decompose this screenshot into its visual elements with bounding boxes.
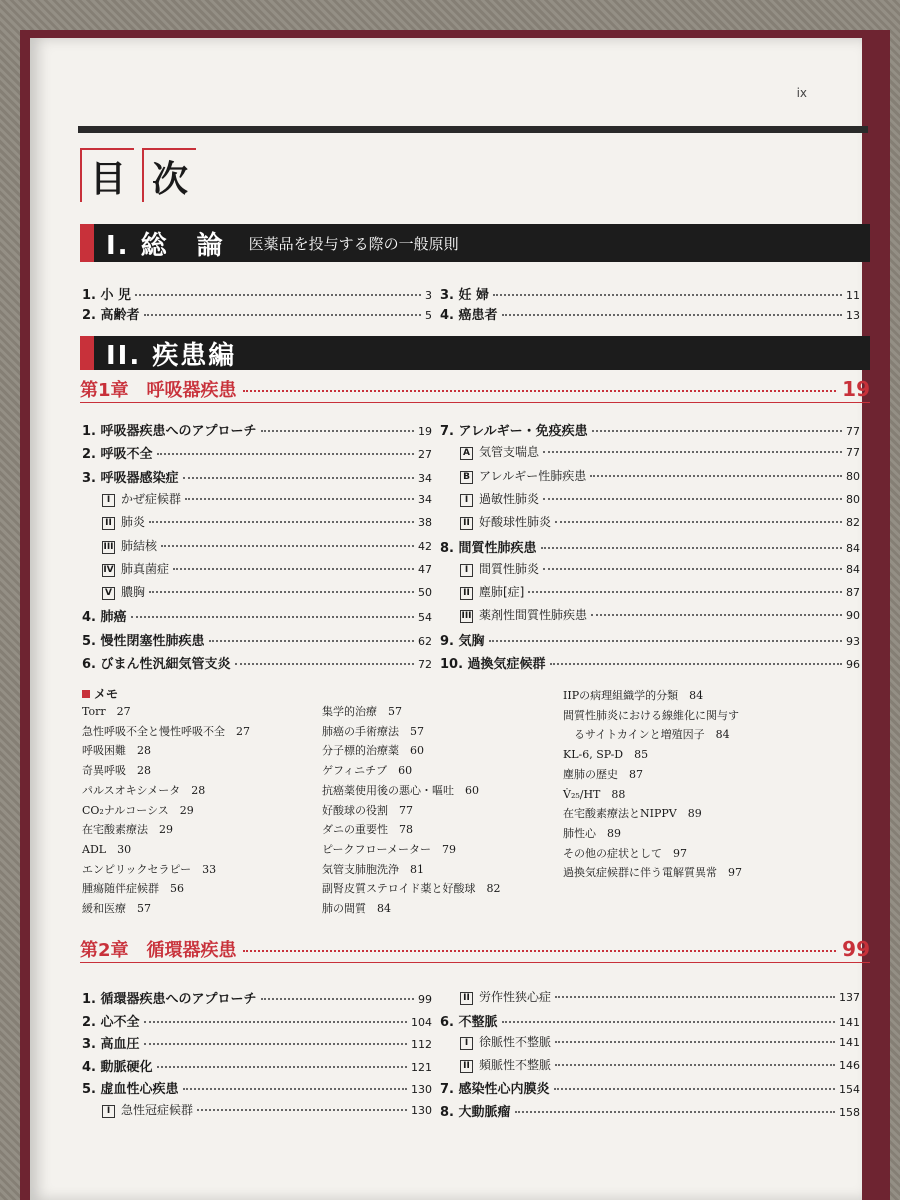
memo-item: 好酸球の役割 77 [322,803,413,817]
ch2-entry [440,1011,860,1030]
part1-entry [82,304,432,323]
ch1-entry [460,583,860,601]
entry-label: 1. 循環器疾患へのアプローチ [82,992,257,1007]
entry-label: 5. 虚血性心疾患 [82,1082,179,1097]
ch2-entry [440,1101,860,1120]
chapter1-page: 19 [842,377,870,401]
entry-page: 84 [846,541,860,555]
chapter2-heading [80,936,870,962]
ch1-entry [82,467,432,486]
dot-leader [502,1021,835,1023]
entry-page: 77 [846,425,860,438]
chapter1-leader [243,390,837,392]
entry-label: 7. アレルギー・免疫疾患 [440,424,588,439]
entry-page: 84 [846,562,860,576]
ch2-entry [460,988,860,1006]
ch2-entry [102,1101,432,1119]
entry-label: 2. 呼吸不全 [82,447,153,463]
memo-title: メモ [94,687,119,701]
entry-label: 膿胸 [121,585,146,600]
entry-label: 過敏性肺炎 [479,491,540,506]
memo-item: 気管支肺胞洗浄 81 [322,862,424,876]
section-mark: I [460,494,473,507]
entry-page: 158 [839,1105,860,1119]
dot-leader [493,294,842,296]
entry-label: 徐脈性不整脈 [479,1035,552,1049]
part1-subtitle: 医薬品を投与する際の一般原則 [248,234,459,253]
memo-item: 過換気症候群に伴う電解質異常 97 [563,866,742,880]
entry-label: 1. 小 児 [82,288,132,303]
ch1-entry [460,606,860,624]
ch1-entry [460,443,860,461]
dot-leader [590,475,842,477]
section-mark: V [102,587,115,600]
memo-item: ピークフローメーター 79 [322,842,457,856]
dot-leader [161,545,414,547]
dot-leader [591,614,842,616]
entry-label: 急性冠症候群 [121,1102,194,1117]
entry-label: 3. 高血圧 [82,1037,140,1052]
entry-label: 10. 過換気症候群 [440,657,546,672]
memo-item: 腫瘍随伴症候群 56 [82,882,184,896]
entry-label: 薬剤性間質性肺疾患 [479,608,588,623]
part1-entry [82,284,432,303]
entry-label: 2. 心不全 [82,1014,140,1030]
dot-leader [555,996,835,998]
ch1-entry [460,560,860,578]
dot-leader [149,521,414,523]
memo-item: 間質性肺炎における線維化に関与す [563,708,739,722]
ch1-entry [440,630,860,649]
ch1-entry [82,420,432,439]
memo-bullet [82,690,90,698]
dot-leader [209,640,414,642]
dot-leader [149,591,414,593]
entry-page: 50 [418,586,432,600]
dot-leader [261,430,414,432]
dot-leader [541,547,842,549]
ch1-entry [82,653,432,672]
section-mark: II [460,1060,473,1073]
heading-char-2: 次 [142,148,196,202]
ch2-entry [460,1033,860,1051]
dot-leader [235,663,414,665]
section-mark: II [460,517,473,530]
memo-item: ダニの重要性 78 [322,823,413,837]
ch1-entry [102,583,432,601]
memo-item: CO₂ナルコーシス 29 [82,803,194,817]
entry-label: 気管支喘息 [479,445,540,460]
entry-label: 好酸球性肺炎 [479,515,552,530]
dot-leader [555,521,842,523]
entry-page: 34 [418,471,432,485]
section-mark: II [460,587,473,600]
entry-label: 2. 高齢者 [82,308,140,323]
part1-title: I. 総 論 [106,230,225,261]
memo-item: 副腎皮質ステロイド薬と好酸球 82 [322,882,501,896]
entry-label: 4. 肺癌 [82,610,127,626]
ch1-entry [460,467,860,485]
ch2-entry [82,1011,432,1030]
toc-heading [80,148,196,202]
ch2-entry [82,1078,432,1097]
entry-page: 130 [411,1103,432,1117]
memo-item: 在宅酸素療法とNIPPV 89 [563,807,702,821]
dot-leader [157,453,414,455]
memo-column-3 [563,686,742,883]
dot-leader [144,1043,407,1045]
ch1-entry [82,443,432,462]
ch1-entry [102,560,432,578]
entry-page: 47 [418,562,432,576]
chapter2-title: 第2章 循環器疾患 [80,940,237,961]
dot-leader [183,477,414,479]
section-mark: I [102,494,115,507]
memo-item: 緩和医療 57 [82,902,151,916]
ch1-entry [440,653,860,672]
chapter2-page: 99 [842,937,870,961]
entry-page: 130 [411,1083,432,1096]
ch1-entry [82,630,432,649]
dot-leader [592,430,842,432]
memo-item: ゲフィニチブ 60 [322,764,413,778]
memo-item: エンピリックセラピー 33 [82,862,217,876]
entry-label: 間質性肺炎 [479,561,540,576]
memo-item: るサイトカインと増殖因子 84 [563,728,730,742]
section-mark: A [460,447,473,460]
entry-page: 112 [411,1038,432,1051]
entry-page: 141 [839,1036,860,1049]
memo-item: 抗癌薬使用後の悪心・嘔吐 60 [322,783,479,797]
part2-banner [80,336,870,370]
memo-item: 塵肺の歴史 87 [563,767,643,781]
dot-leader [554,1088,835,1090]
part2-title: II. 疾患編 [106,340,237,371]
banner-accent [80,336,94,370]
memo-column-1 [82,702,250,919]
dot-leader [135,294,421,296]
part1-banner [80,224,870,262]
section-mark: III [461,611,472,622]
ch2-entry [82,988,432,1007]
entry-page: 13 [846,309,860,322]
ch1-entry [102,513,432,531]
chapter1-rule [80,402,870,403]
entry-label: 4. 癌患者 [440,308,498,323]
entry-page: 19 [418,425,432,438]
entry-label: 頻脈性不整脈 [479,1057,552,1072]
ch2-entry [460,1056,860,1074]
ch2-entry [82,1056,432,1075]
entry-page: 99 [418,993,432,1006]
chapter1-title: 第1章 呼吸器疾患 [80,380,237,401]
dot-leader [173,568,414,570]
dot-leader [157,1066,407,1068]
memo-item: 分子標的治療薬 60 [322,744,424,758]
top-rule [78,126,868,133]
memo-item: ADL 30 [82,842,132,856]
ch1-entry [102,537,432,555]
entry-label: かぜ症候群 [121,491,182,506]
memo-item: Torr 27 [82,705,131,718]
ch1-entry [82,606,432,625]
dot-leader [555,1064,835,1066]
section-mark: III [103,541,114,552]
banner-accent [80,224,94,262]
entry-page: 42 [418,539,432,553]
chapter2-rule [80,962,870,963]
section-mark: I [460,1037,473,1050]
memo-item: 急性呼吸不全と慢性呼吸不全 27 [82,724,250,738]
dot-leader [197,1109,407,1111]
entry-label: 肺真菌症 [121,561,170,576]
entry-page: 38 [418,516,432,530]
entry-page: 93 [846,634,860,648]
entry-page: 27 [418,448,432,462]
entry-page: 146 [839,1058,860,1072]
entry-label: 8. 間質性肺疾患 [440,540,537,556]
memo-item: 在宅酸素療法 29 [82,823,173,837]
ch1-entry [460,490,860,508]
dot-leader [185,498,414,500]
entry-label: 塵肺[症] [479,585,525,600]
entry-label: 6. びまん性汎細気管支炎 [82,657,231,672]
entry-page: 72 [418,658,432,671]
entry-label: 3. 呼吸器感染症 [82,470,179,486]
entry-page: 77 [846,446,860,460]
dot-leader [528,591,842,593]
dot-leader [555,1041,835,1043]
entry-page: 5 [425,309,432,322]
memo-item: V̇₂₅/HT 88 [563,787,626,801]
section-mark: B [460,471,473,484]
entry-label: 3. 妊 婦 [440,288,490,303]
entry-page: 154 [839,1083,860,1096]
entry-page: 121 [411,1060,432,1074]
entry-page: 54 [418,611,432,625]
memo-item: 肺性心 89 [563,826,621,840]
entry-label: 肺炎 [121,515,146,530]
memo-item: その他の症状として 97 [563,846,687,860]
memo-item: パルスオキシメータ 28 [82,783,206,797]
ch2-entry [82,1033,432,1052]
entry-page: 104 [411,1015,432,1029]
entry-label: 5. 慢性閉塞性肺疾患 [82,633,205,649]
dot-leader [543,568,842,570]
page-number: ix [796,86,807,100]
section-mark: II [460,992,473,1005]
entry-label: 9. 気胸 [440,633,485,649]
memo-item: 肺の間質 84 [322,902,391,916]
dot-leader [489,640,842,642]
memo-item: 奇異呼吸 28 [82,764,151,778]
entry-page: 11 [846,289,860,302]
entry-label: 6. 不整脈 [440,1014,498,1030]
entry-page: 96 [846,658,860,671]
dot-leader [543,498,842,500]
memo-item: IIPの病理組織学的分類 84 [563,689,704,702]
entry-page: 137 [839,991,860,1004]
heading-char-1: 目 [80,148,134,202]
section-mark: II [102,517,115,530]
ch1-entry [440,537,860,556]
ch1-entry [460,513,860,531]
memo-heading [82,685,118,702]
dot-leader [183,1088,407,1090]
dot-leader [515,1111,835,1113]
entry-label: 4. 動脈硬化 [82,1059,153,1075]
dot-leader [131,616,414,618]
part1-entry [440,284,860,303]
section-mark: I [460,564,473,577]
entry-page: 80 [846,492,860,506]
entry-label: 7. 感染性心内膜炎 [440,1082,550,1097]
section-mark: IV [103,564,114,575]
dot-leader [550,663,842,665]
ch2-entry [440,1078,860,1097]
ch1-entry [102,490,432,508]
entry-page: 3 [425,289,432,302]
section-mark: I [102,1105,115,1118]
part1-entry [440,304,860,323]
dot-leader [261,998,414,1000]
entry-label: 8. 大動脈瘤 [440,1104,511,1120]
dot-leader [144,314,421,316]
entry-page: 90 [846,609,860,623]
book-page [30,38,870,1200]
chapter2-leader [243,950,837,952]
memo-item: KL-6, SP-D 85 [563,748,649,762]
entry-label: 1. 呼吸器疾患へのアプローチ [82,424,257,439]
memo-item: 集学的治療 57 [322,705,402,718]
memo-column-2 [322,702,500,919]
entry-page: 34 [418,492,432,506]
chapter1-heading [80,376,870,402]
ch1-entry [440,420,860,439]
entry-page: 62 [418,634,432,648]
dot-leader [543,451,842,453]
entry-label: 労作性狭心症 [479,990,552,1004]
entry-page: 87 [846,586,860,600]
entry-page: 141 [839,1015,860,1029]
memo-item: 呼吸困難 28 [82,744,151,758]
entry-page: 80 [846,469,860,483]
entry-page: 82 [846,516,860,530]
memo-item: 肺癌の手術療法 57 [322,724,424,738]
entry-label: 肺結核 [121,538,158,553]
entry-label: アレルギー性肺疾患 [479,468,587,483]
dot-leader [502,314,842,316]
dot-leader [144,1021,407,1023]
